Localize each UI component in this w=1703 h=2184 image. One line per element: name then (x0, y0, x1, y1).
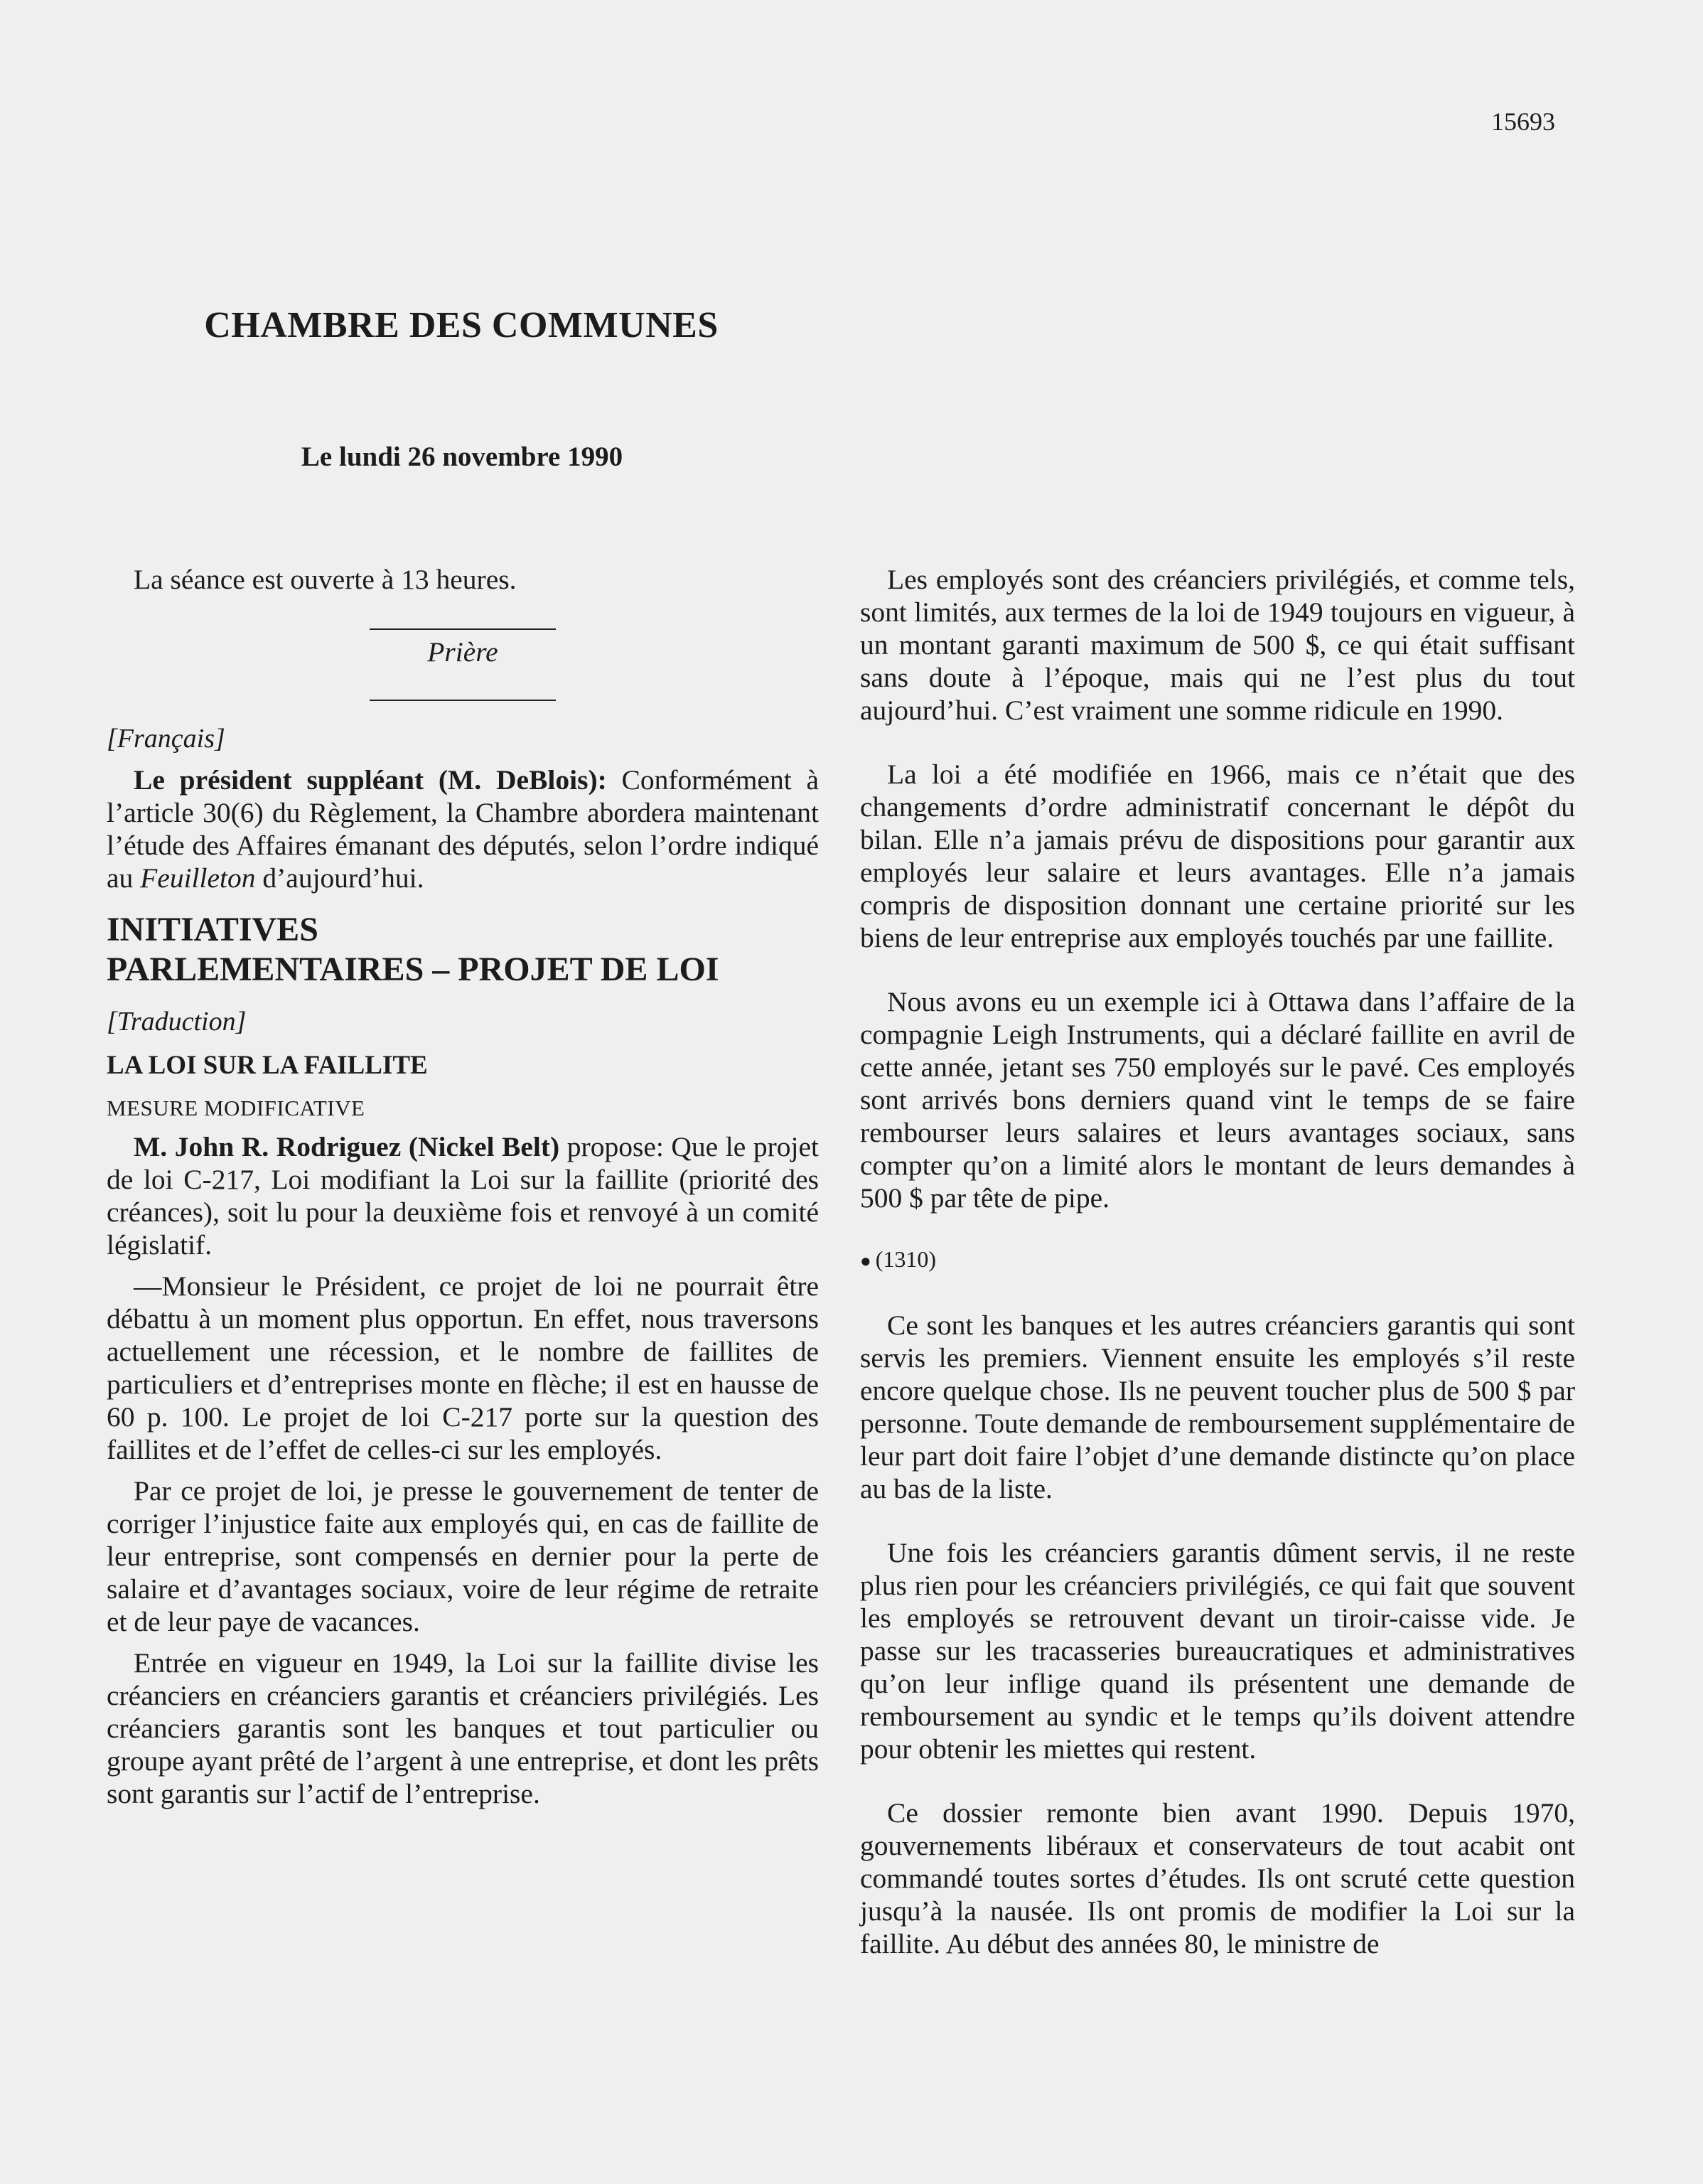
body-paragraph: La loi a été modifiée en 1966, mais ce n’était que des changements d’ordre administratif concernant le dépôt du bilan. Elle n’a jamais prévu de dispositions pour garantir aux employés leur salaire et leurs avantages. Elle n’a jamais compris de disposition donnant une certaine priorité sur les biens de leur entreprise aux employés touchés par une faillite. (860, 759, 1575, 953)
language-tag: [Français] (107, 724, 225, 754)
prayer-heading: Prière (427, 636, 498, 668)
time-marker (860, 1243, 1575, 1278)
page-title: CHAMBRE DES COMMUNES (204, 305, 719, 346)
body-paragraph: Ce sont les banques et les autres créanciers garantis qui sont servis les premiers. Viennent ensuite les employés s’il reste encore quelque chose. Ils ne peuvent toucher plus de 500 $ par personne. Toute demande de remboursement supplémentaire de leur part doit faire l’objet d’une demande distincte qu’on place au bas de la liste. (860, 1310, 1575, 1504)
left-column (107, 563, 819, 1810)
body-paragraph: Entrée en vigueur en 1949, la Loi sur la faillite divise les créanciers en créanciers garantis et créanciers privilégiés. Les créanciers garantis sont les banques et tout particulier ou groupe ayant prêté de l’argent à une entreprise, et dont les prêts sont garantis sur l’actif de l’entreprise. (107, 1647, 819, 1809)
speaker-text: Conformément à l’article 30(6) du Règlement, la Chambre abordera maintenant l’étude des Affaires émanant des députés, selon l’ordre indiqué au (107, 764, 819, 894)
mover-name: M. John R. Rodriguez (Nickel Belt) (134, 1131, 560, 1162)
speaker-name: Le président suppléant (M. DeBlois): (134, 764, 607, 796)
body-paragraph: Par ce projet de loi, je presse le gouvernement de tenter de corriger l’injustice faite aux employés qui, en cas de faillite de leur entreprise, sont compensés en dernier pour la perte de salaire et d’avantages sociaux, voire de leur régime de retraite et de leur paye de vacances. (107, 1475, 819, 1637)
right-column (860, 563, 1575, 1960)
divider (370, 628, 556, 630)
body-paragraph: —Monsieur le Président, ce projet de loi ne pourrait être débattu à un moment plus opportun. En effet, nous traversons actuellement une récession, et le nombre de faillites de particuliers et d’entreprises monte en flèche; il est en hausse de 60 p. 100. Le projet de loi C-217 porte sur la question des faillites et de l’effet de celles-ci sur les employés. (107, 1270, 819, 1465)
section-title-line: INITIATIVES (107, 911, 318, 948)
bullet-icon: ● (860, 1251, 871, 1271)
body-paragraph: Nous avons eu un exemple ici à Ottawa dans l’affaire de la compagnie Leigh Instruments, qui a déclaré faillite en avril de cette année, jetant ses 750 employés sur le pavé. Ces employés sont arrivés bons derniers quand vint le temps de se faire rembourser leurs salaires et leurs avantages sociaux, sans compter qu’on a limité alors le montant de leurs demandes à 500 $ par tête de pipe. (860, 986, 1575, 1214)
body-paragraph: Une fois les créanciers garantis dûment servis, il ne reste plus rien pour les créanciers privilégiés, ce qui fait que souvent les employés se retrouvent devant un tiroir-caisse vide. Je passe sur les tracasseries bureaucratiques et administratives qu’on leur inflige quand ils présentent une demande de remboursement au syndic et le temps qu’ils doivent attendre pour obtenir les miettes qui restent. (860, 1537, 1575, 1765)
page-number: 15693 (1491, 107, 1555, 136)
opening-line: La séance est ouverte à 13 heures. (134, 564, 517, 595)
speaker-text-end: d’aujourd’hui. (255, 862, 424, 894)
bill-title: LA LOI SUR LA FAILLITE (107, 1051, 428, 1080)
time-marker-text: (1310) (875, 1246, 937, 1272)
bill-subtitle: MESURE MODIFICATIVE (107, 1096, 365, 1120)
section-title (107, 910, 819, 990)
section-title-line: PARLEMENTAIRES – PROJET DE LOI (107, 951, 719, 988)
motion-text: propose: Que le projet de loi C-217, Loi modifiant la Loi sur la faillite (priorité des créances), soit lu pour la deuxième fois et renvoyé à un comité législatif. (107, 1131, 819, 1260)
body-paragraph: Ce dossier remonte bien avant 1990. Depuis 1970, gouvernements libéraux et conservateurs de tout acabit ont commandé toutes sortes d’études. Ils ont scruté cette question jusqu’à la nausée. Ils ont promis de modifier la Loi sur la faillite. Au début des années 80, le ministre de (860, 1797, 1575, 1959)
language-tag: [Traduction] (107, 1007, 247, 1037)
body-paragraph: Les employés sont des créanciers privilégiés, et comme tels, sont limités, aux termes de la loi de 1949 toujours en vigueur, à un montant garanti maximum de 500 $, ce qui était suffisant sans doute à l’époque, mais qui ne l’est plus du tout aujourd’hui. C’est vraiment une somme ridicule en 1990. (860, 564, 1575, 726)
speaker-paragraph (107, 764, 819, 894)
feuilleton-ref: Feuilleton (140, 862, 256, 894)
sitting-date: Le lundi 26 novembre 1990 (301, 441, 623, 472)
divider (370, 700, 556, 701)
motion-paragraph (107, 1130, 819, 1261)
